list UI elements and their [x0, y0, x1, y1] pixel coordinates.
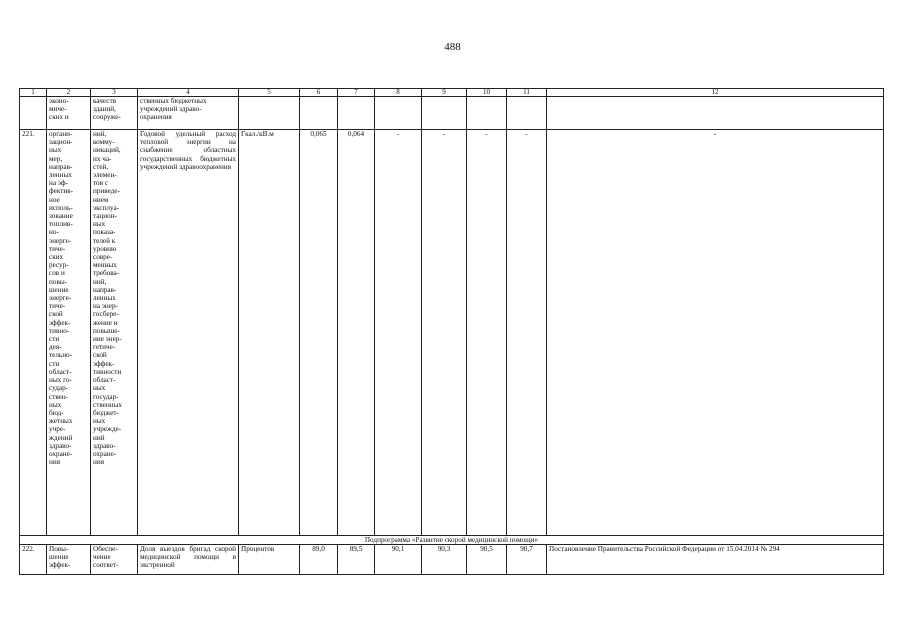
- cell-value-8: -: [375, 130, 422, 536]
- cell-task: ний, комму- никаций, их ча- стей, элемен- тов с приведе- нием эксплуа- тацион- ных показа- телей к уровню совре- менных требова- ний, направ- ленных на энер- госбере- жение и повыше- ние энер- гетиче- ской эффек- тивности област- ных государ- ственных бюджет- ных учрежде- ний здраво- охране- ния: [91, 130, 138, 536]
- cell-value-6: 0,065: [300, 130, 338, 536]
- header-cell: 7: [338, 89, 375, 97]
- cell-value-10: 90,5: [467, 545, 507, 575]
- cell-unit: Процентов: [239, 545, 300, 575]
- header-cell: 5: [239, 89, 300, 97]
- cell-indicator: Доля выездов бригад скорой медицинской помощи в экстренной: [138, 545, 239, 575]
- header-cell: 11: [507, 89, 547, 97]
- header-cell: 2: [47, 89, 91, 97]
- cell-value-7: 0,064: [338, 130, 375, 536]
- header-cell: 12: [547, 89, 884, 97]
- cell-value-9: -: [422, 130, 467, 536]
- cell-indicator: ственных бюджетных учреждений здраво- охранения: [138, 97, 239, 130]
- header-row: [20, 89, 884, 97]
- cell-value-10: -: [467, 130, 507, 536]
- cell-task: качеств зданий, сооруже-: [91, 97, 138, 130]
- cell-indicator: Годовой удельный расход тепловой энергии на снабжение областных государственных бюджетных учреждений здравоохранения: [138, 130, 239, 536]
- cell-goal: Повы- шение эффек-: [47, 545, 91, 575]
- page-number: 488: [444, 41, 461, 53]
- cell-unit: Гкал./кВ.м: [239, 130, 300, 536]
- cell-value-7: 89,5: [338, 545, 375, 575]
- table-row-221: [20, 130, 884, 536]
- row-number: 221.: [20, 130, 47, 536]
- cell-value-6: 89,0: [300, 545, 338, 575]
- cell-value-9: 90,3: [422, 545, 467, 575]
- row-number: 222.: [20, 545, 47, 575]
- header-cell: 1: [20, 89, 47, 97]
- indicators-table: [19, 88, 884, 575]
- cell-task: Обеспе- чение соответ-: [91, 545, 138, 575]
- header-cell: 3: [91, 89, 138, 97]
- header-cell: 4: [138, 89, 239, 97]
- table-row-222: [20, 545, 884, 575]
- cell-goal: органи- зацион- ных мер, направ- ленных на эф- фектив- ное исполь- зование топлив- но- энерге- тиче- ских ресур- сов и повы- шение энерге- тиче- ской эффек- тивно- сти дея- тельно- сти област- ных го- судар- ствен- ных бюд- жетных учре- ждений здраво- охране- ния: [47, 130, 91, 536]
- header-cell: 8: [375, 89, 422, 97]
- subprogram-title: Подпрограмма «Развитие скорой медицинской помощи»: [20, 536, 884, 545]
- cell-value-11: 90,7: [507, 545, 547, 575]
- cell-source: -: [547, 130, 884, 536]
- cell-value-11: -: [507, 130, 547, 536]
- cell-source: Постановление Правительства Российской Федерации от 15.04.2014 № 294: [547, 545, 884, 575]
- cell-goal: эконо- миче- ских и: [47, 97, 91, 130]
- subprogram-row: [20, 536, 884, 545]
- table-row-continuation: [20, 97, 884, 130]
- cell-value-8: 90,1: [375, 545, 422, 575]
- header-cell: 10: [467, 89, 507, 97]
- header-cell: 9: [422, 89, 467, 97]
- header-cell: 6: [300, 89, 338, 97]
